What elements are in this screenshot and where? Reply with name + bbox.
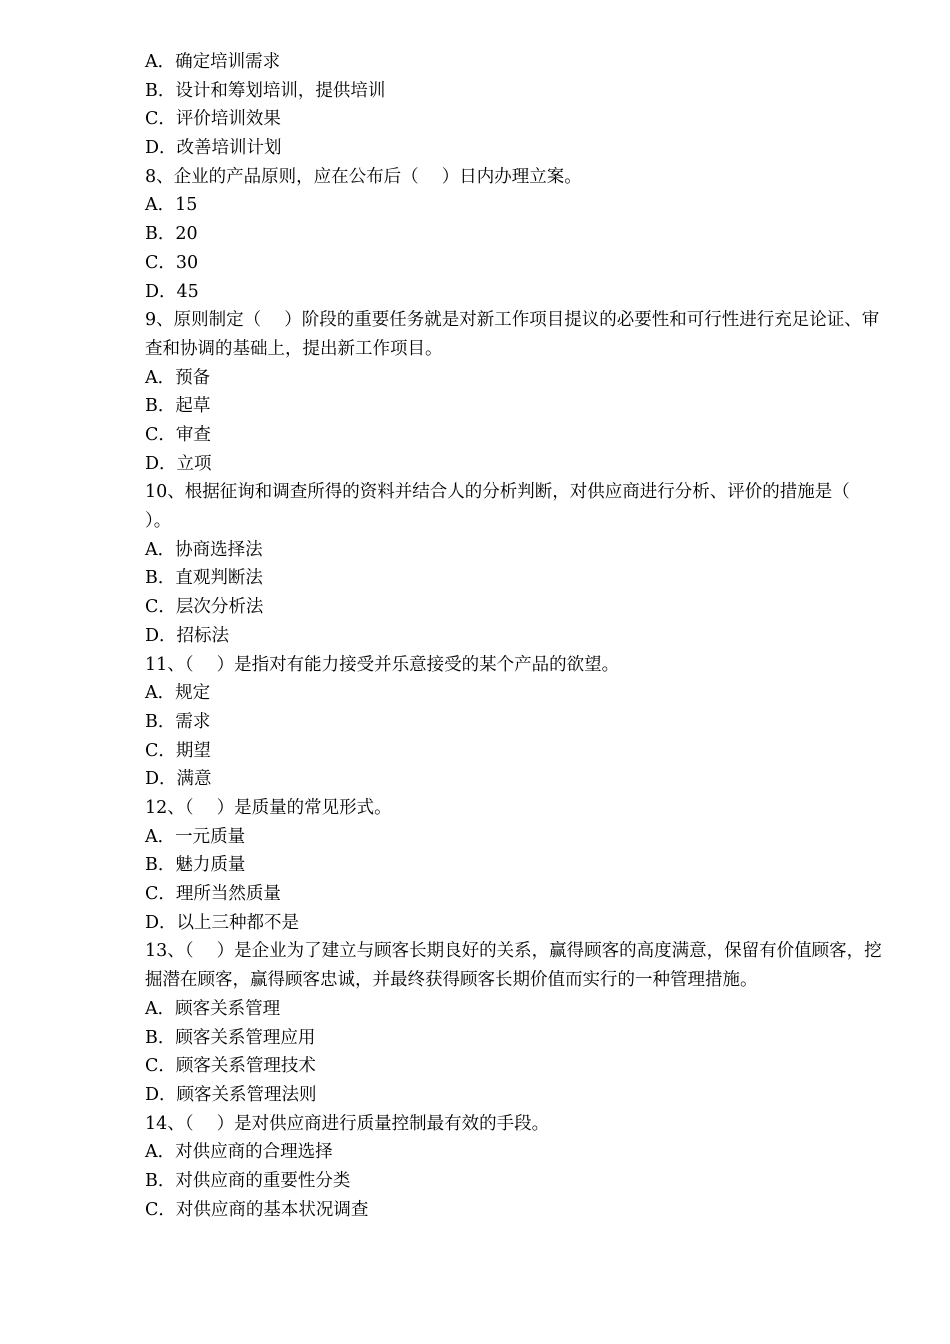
- option-d-q12: D．以上三种都不是: [145, 912, 300, 933]
- option-c-q9: C．审查: [145, 424, 211, 445]
- option-a-q11: A．规定: [145, 683, 211, 704]
- question-11: 11、（ ）是指对有能力接受并乐意接受的某个产品的欲望。: [145, 654, 620, 675]
- option-b-q7: B．设计和筹划培训，提供培训: [145, 80, 386, 101]
- option-c-q14: C．对供应商的基本状况调查: [145, 1199, 369, 1220]
- option-b-q14: B．对供应商的重要性分类: [145, 1170, 351, 1191]
- option-c-q7: C．评价培训效果: [145, 109, 281, 130]
- option-a-q7: A．确定培训需求: [145, 52, 281, 72]
- option-d-q11: D．满意: [145, 769, 212, 790]
- option-a-q8: A．15: [145, 195, 198, 216]
- option-b-q12: B．魅力质量: [145, 855, 246, 876]
- question-12: 12、（ ）是质量的常见形式。: [145, 797, 392, 818]
- option-a-q10: A．协商选择法: [145, 539, 263, 560]
- option-a-q13: A．顾客关系管理: [145, 998, 281, 1019]
- option-a-q14: A．对供应商的合理选择: [145, 1142, 333, 1163]
- option-d-q8: D．45: [145, 281, 199, 302]
- question-13: 13、（ ）是企业为了建立与顾客长期良好的关系，赢得顾客的高度满意，保留有价值顾客，挖掘潜在顾客，赢得顾客忠诚，并最终获得顾客长期价值而实行的一种管理措施。: [145, 941, 882, 991]
- option-c-q11: C．期望: [145, 740, 211, 761]
- option-c-q10: C．层次分析法: [145, 597, 264, 618]
- question-10: 10、根据征询和调查所得的资料并结合人的分析判断，对供应商进行分析、评价的措施是（ ）。: [145, 482, 873, 532]
- option-b-q10: B．直观判断法: [145, 568, 263, 589]
- option-c-q12: C．理所当然质量: [145, 884, 281, 905]
- option-a-q12: A．一元质量: [145, 826, 246, 847]
- option-b-q11: B．需求: [145, 711, 211, 732]
- option-c-q13: C．顾客关系管理技术: [145, 1056, 316, 1077]
- option-b-q13: B．顾客关系管理应用: [145, 1027, 316, 1048]
- option-d-q9: D．立项: [145, 453, 212, 474]
- option-d-q10: D．招标法: [145, 625, 230, 646]
- option-b-q8: B．20: [145, 224, 198, 245]
- option-b-q9: B．起草: [145, 396, 211, 417]
- document-page: [145, 48, 895, 1224]
- question-9: 9、原则制定（ ）阶段的重要任务就是对新工作项目提议的必要性和可行性进行充足论证、审查和协调的基础上，提出新工作项目。: [145, 310, 880, 359]
- option-c-q8: C．30: [145, 252, 199, 273]
- option-d-q13: D．顾客关系管理法则: [145, 1084, 317, 1105]
- option-d-q7: D．改善培训计划: [145, 138, 282, 159]
- question-14: 14、（ ）是对供应商进行质量控制最有效的手段。: [145, 1113, 550, 1134]
- question-8: 8、企业的产品原则，应在公布后（ ）日内办理立案。: [145, 166, 582, 187]
- option-a-q9: A．预备: [145, 367, 211, 388]
